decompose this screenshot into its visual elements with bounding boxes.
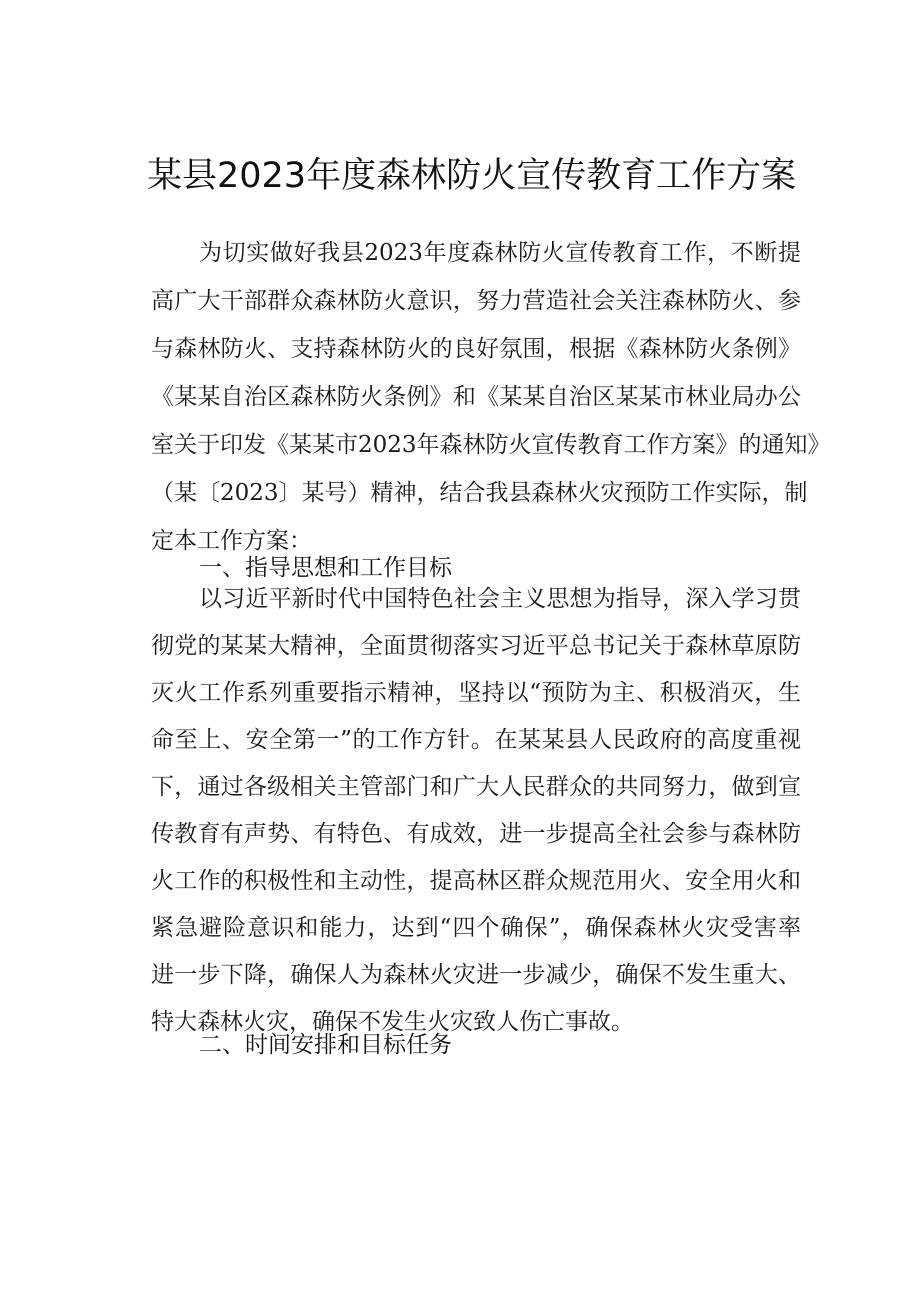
section-heading: 一、指导思想和工作目标 (199, 555, 452, 581)
intro-line: （某〔2023〕某号）精神，结合我县森林火灾预防工作实际，制 (151, 480, 808, 506)
section1-line: 命至上、安全第一”的工作方针。在某某县人民政府的高度重视 (151, 727, 801, 753)
section1-line: 以习近平新时代中国特色社会主义思想为指导，深入学习贯 (199, 586, 801, 612)
section1-line: 特大森林火灾，确保不发生火灾致人伤亡事故。 (151, 1009, 634, 1035)
intro-line: 《某某自治区森林防火条例》和《某某自治区某某市林业局办公 (151, 384, 801, 410)
intro-line: 高广大干部群众森林防火意识，努力营造社会关注森林防火、参 (151, 288, 801, 314)
section1-line: 传教育有声势、有特色、有成效，进一步提高全社会参与森林防 (151, 821, 801, 847)
intro-line: 定本工作方案： (151, 528, 312, 554)
intro-line: 与森林防火、支持森林防火的良好氛围，根据《森林防火条例》 (151, 336, 801, 362)
section1-line: 下，通过各级相关主管部门和广大人民群众的共同努力，做到宣 (151, 774, 801, 800)
section1-line: 灭火工作系列重要指示精神，坚持以“预防为主、积极消灭，生 (151, 680, 801, 706)
section1-line: 火工作的积极性和主动性，提高林区群众规范用火、安全用火和 (151, 868, 801, 894)
section1-line: 紧急避险意识和能力，达到“四个确保”，确保森林火灾受害率 (151, 915, 801, 941)
intro-line: 室关于印发《某某市2023年森林防火宣传教育工作方案》的通知》 (151, 432, 831, 458)
section-heading: 二、时间安排和目标任务 (199, 1032, 452, 1058)
intro-line: 为切实做好我县2023年度森林防火宣传教育工作，不断提 (199, 240, 801, 266)
section1-line: 彻党的某某大精神，全面贯彻落实习近平总书记关于森林草原防 (151, 633, 801, 659)
section1-line: 进一步下降，确保人为森林火灾进一步减少，确保不发生重大、 (151, 962, 801, 988)
document-title: 某县2023年度森林防火宣传教育工作方案 (147, 156, 797, 196)
